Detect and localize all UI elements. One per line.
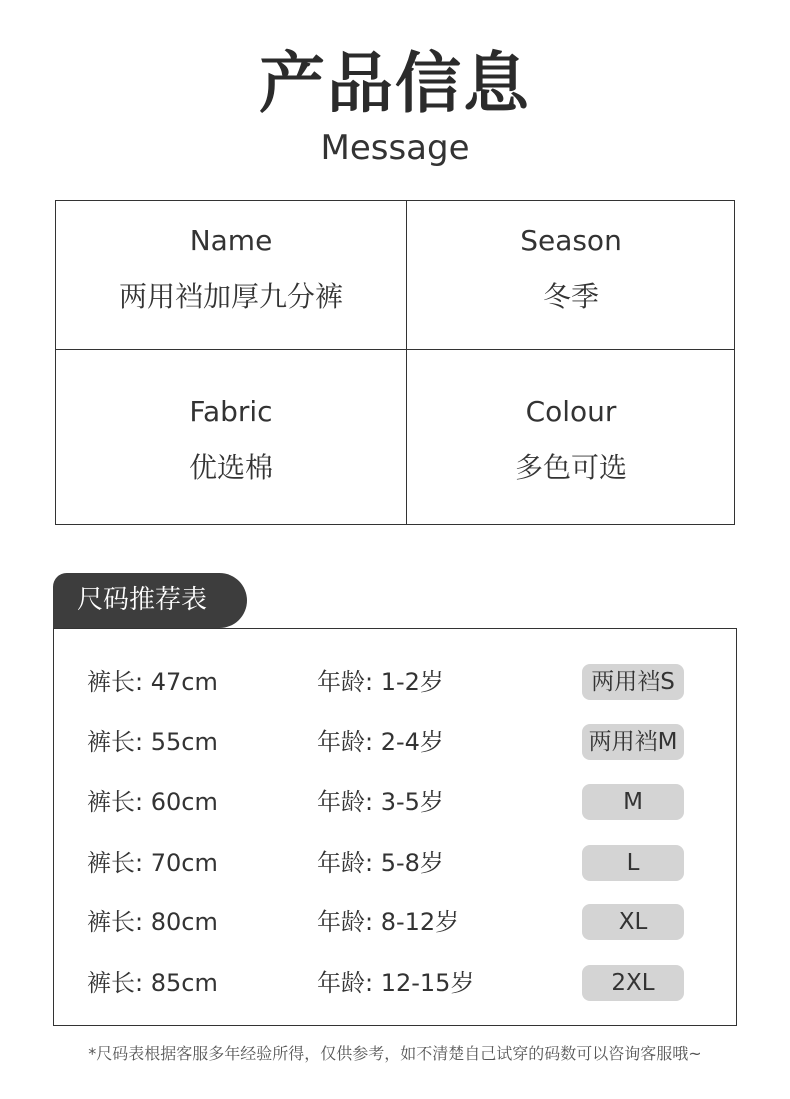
age-range: 年龄: 3-5岁 [317,788,444,816]
size-badge: XL [582,904,684,940]
info-label: Fabric [189,395,273,428]
info-value: 冬季 [542,280,599,313]
info-cell-season [406,223,736,315]
info-value: 优选棉 [188,451,273,484]
info-value: 多色可选 [514,451,627,484]
size-badge: 两用裆S [582,664,684,700]
product-info-table [55,200,735,525]
age-range: 年龄: 1-2岁 [317,668,444,696]
info-cell-colour [406,394,736,486]
age-range: 年龄: 12-15岁 [317,969,475,997]
size-row [54,722,736,762]
size-disclaimer: *尺码表根据客服多年经验所得，仅供参考，如不清楚自己试穿的码数可以咨询客服哦~ [88,1044,702,1063]
size-row [54,782,736,822]
age-range: 年龄: 5-8岁 [317,849,444,877]
info-value: 两用裆加厚九分裤 [118,280,343,313]
pants-length: 裤长: 47cm [87,668,218,696]
size-row [54,902,736,942]
pants-length: 裤长: 55cm [87,728,218,756]
size-row [54,662,736,702]
size-badge: 2XL [582,965,684,1001]
info-label: Name [189,224,273,257]
size-row [54,963,736,1003]
table-divider-horizontal [56,349,734,350]
page-title: 产品信息 [259,45,531,122]
pants-length: 裤长: 85cm [87,969,218,997]
info-label: Colour [525,395,617,428]
age-range: 年龄: 8-12岁 [317,908,460,936]
age-range: 年龄: 2-4岁 [317,728,444,756]
info-cell-name [56,223,406,315]
info-label: Season [520,224,622,257]
size-badge: M [582,784,684,820]
size-chart-box [53,628,737,1026]
size-badge: L [582,845,684,881]
pants-length: 裤长: 60cm [87,788,218,816]
page-subtitle: Message [320,128,470,168]
pants-length: 裤长: 70cm [87,849,218,877]
size-chart-title: 尺码推荐表 [53,573,247,628]
info-cell-fabric [56,394,406,486]
size-badge: 两用裆M [582,724,684,760]
pants-length: 裤长: 80cm [87,908,218,936]
size-row [54,843,736,883]
